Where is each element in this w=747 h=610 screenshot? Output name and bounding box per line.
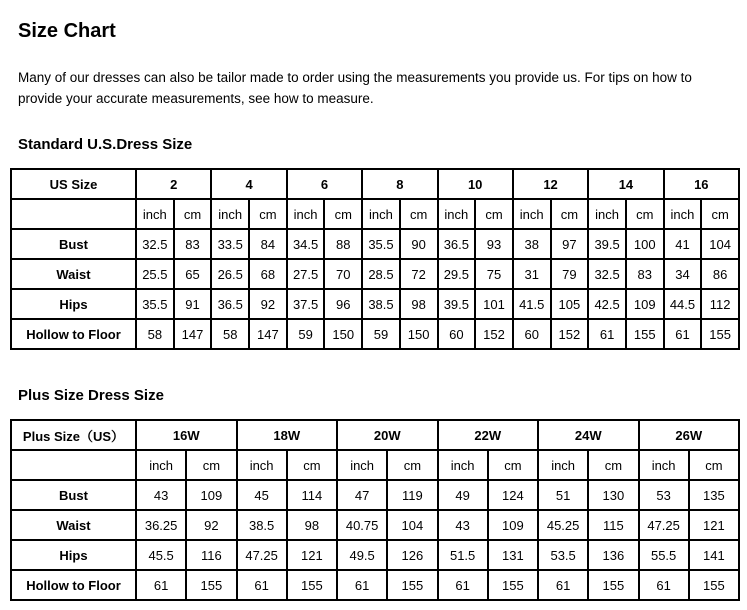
measurement-row-label: Hips	[11, 540, 136, 570]
measurement-value-cell: 104	[701, 229, 739, 259]
measurement-value-cell: 59	[287, 319, 325, 349]
measurement-value-cell: 61	[664, 319, 702, 349]
measurement-value-cell: 92	[249, 289, 287, 319]
unit-header: cm	[689, 450, 739, 480]
measurement-value-cell: 60	[438, 319, 476, 349]
measurement-value-cell: 34.5	[287, 229, 325, 259]
measurement-value-cell: 131	[488, 540, 538, 570]
measurement-row-label: Bust	[11, 229, 136, 259]
unit-header: cm	[387, 450, 437, 480]
measurement-row-label: Bust	[11, 480, 136, 510]
measurement-value-cell: 51	[538, 480, 588, 510]
measurement-value-cell: 45.5	[136, 540, 186, 570]
size-header: 24W	[538, 420, 639, 450]
measurement-value-cell: 53	[639, 480, 689, 510]
size-header: 4	[211, 169, 286, 199]
unit-header: inch	[362, 199, 400, 229]
unit-header: cm	[488, 450, 538, 480]
measurement-value-cell: 32.5	[136, 229, 174, 259]
measurement-value-cell: 65	[174, 259, 212, 289]
intro-text: Many of our dresses can also be tailor made to order using the measurements you provide us. For tips on how to provide your accurate measurements, see how to measure.	[18, 70, 692, 106]
plus-size-table	[10, 419, 740, 601]
unit-header: inch	[237, 450, 287, 480]
measurement-row-label: Hollow to Floor	[11, 570, 136, 600]
measurement-value-cell: 58	[136, 319, 174, 349]
measurement-value-cell: 115	[588, 510, 638, 540]
measurement-value-cell: 33.5	[211, 229, 249, 259]
unit-header: cm	[400, 199, 438, 229]
size-header: 16W	[136, 420, 237, 450]
unit-header: cm	[249, 199, 287, 229]
unit-row-spacer	[11, 199, 136, 229]
measurement-value-cell: 155	[588, 570, 638, 600]
measurement-value-cell: 147	[174, 319, 212, 349]
measurement-value-cell: 121	[287, 540, 337, 570]
measurement-value-cell: 45	[237, 480, 287, 510]
measurement-value-cell: 51.5	[438, 540, 488, 570]
measurement-value-cell: 75	[475, 259, 513, 289]
measurement-value-cell: 41.5	[513, 289, 551, 319]
unit-header: inch	[136, 199, 174, 229]
measurement-value-cell: 25.5	[136, 259, 174, 289]
unit-header: cm	[324, 199, 362, 229]
measurement-value-cell: 53.5	[538, 540, 588, 570]
measurement-value-cell: 124	[488, 480, 538, 510]
size-header: 8	[362, 169, 437, 199]
plus-size-table-grid	[10, 419, 740, 601]
measurement-value-cell: 59	[362, 319, 400, 349]
measurement-value-cell: 28.5	[362, 259, 400, 289]
measurement-value-cell: 38.5	[237, 510, 287, 540]
measurement-value-cell: 141	[689, 540, 739, 570]
measurement-value-cell: 55.5	[639, 540, 689, 570]
unit-header: cm	[626, 199, 664, 229]
measurement-value-cell: 47	[337, 480, 387, 510]
measurement-value-cell: 35.5	[362, 229, 400, 259]
measurement-value-cell: 29.5	[438, 259, 476, 289]
size-header: 6	[287, 169, 362, 199]
section-title-standard: Standard U.S.Dress Size	[18, 136, 193, 153]
unit-header: inch	[513, 199, 551, 229]
unit-header: cm	[551, 199, 589, 229]
size-header: 14	[588, 169, 663, 199]
measurement-value-cell: 90	[400, 229, 438, 259]
corner-label: US Size	[11, 169, 136, 199]
standard-size-table-grid	[10, 168, 740, 350]
measurement-value-cell: 109	[186, 480, 236, 510]
measurement-value-cell: 70	[324, 259, 362, 289]
measurement-value-cell: 38	[513, 229, 551, 259]
measurement-row-label: Hollow to Floor	[11, 319, 136, 349]
measurement-value-cell: 40.75	[337, 510, 387, 540]
measurement-value-cell: 112	[701, 289, 739, 319]
measurement-value-cell: 26.5	[211, 259, 249, 289]
measurement-value-cell: 155	[287, 570, 337, 600]
measurement-value-cell: 36.5	[211, 289, 249, 319]
size-header: 12	[513, 169, 588, 199]
measurement-value-cell: 44.5	[664, 289, 702, 319]
measurement-row-label: Hips	[11, 289, 136, 319]
measurement-value-cell: 152	[551, 319, 589, 349]
unit-header: inch	[136, 450, 186, 480]
measurement-value-cell: 72	[400, 259, 438, 289]
measurement-value-cell: 93	[475, 229, 513, 259]
unit-header: inch	[211, 199, 249, 229]
measurement-row-label: Waist	[11, 510, 136, 540]
unit-header: inch	[538, 450, 588, 480]
measurement-value-cell: 104	[387, 510, 437, 540]
measurement-value-cell: 41	[664, 229, 702, 259]
measurement-value-cell: 83	[174, 229, 212, 259]
measurement-value-cell: 116	[186, 540, 236, 570]
measurement-value-cell: 45.25	[538, 510, 588, 540]
measurement-value-cell: 126	[387, 540, 437, 570]
measurement-value-cell: 100	[626, 229, 664, 259]
measurement-value-cell: 83	[626, 259, 664, 289]
unit-header: cm	[174, 199, 212, 229]
measurement-value-cell: 36.5	[438, 229, 476, 259]
measurement-value-cell: 155	[488, 570, 538, 600]
measurement-value-cell: 101	[475, 289, 513, 319]
unit-header: cm	[186, 450, 236, 480]
measurement-value-cell: 114	[287, 480, 337, 510]
measurement-value-cell: 152	[475, 319, 513, 349]
measurement-value-cell: 96	[324, 289, 362, 319]
measurement-value-cell: 86	[701, 259, 739, 289]
unit-header: inch	[664, 199, 702, 229]
measurement-value-cell: 150	[324, 319, 362, 349]
size-header: 22W	[438, 420, 539, 450]
measurement-value-cell: 155	[701, 319, 739, 349]
measurement-row-label: Waist	[11, 259, 136, 289]
measurement-value-cell: 39.5	[438, 289, 476, 319]
size-header: 18W	[237, 420, 338, 450]
size-header: 20W	[337, 420, 438, 450]
measurement-value-cell: 97	[551, 229, 589, 259]
measurement-value-cell: 61	[438, 570, 488, 600]
page-title: Size Chart	[18, 20, 116, 42]
size-header: 16	[664, 169, 739, 199]
measurement-value-cell: 38.5	[362, 289, 400, 319]
unit-header: inch	[639, 450, 689, 480]
measurement-value-cell: 35.5	[136, 289, 174, 319]
measurement-value-cell: 155	[626, 319, 664, 349]
measurement-value-cell: 150	[400, 319, 438, 349]
measurement-value-cell: 155	[387, 570, 437, 600]
measurement-value-cell: 27.5	[287, 259, 325, 289]
measurement-value-cell: 31	[513, 259, 551, 289]
measurement-value-cell: 42.5	[588, 289, 626, 319]
measurement-value-cell: 49	[438, 480, 488, 510]
measurement-value-cell: 135	[689, 480, 739, 510]
unit-header: cm	[475, 199, 513, 229]
unit-header: cm	[287, 450, 337, 480]
measurement-value-cell: 32.5	[588, 259, 626, 289]
unit-header: inch	[438, 450, 488, 480]
measurement-value-cell: 92	[186, 510, 236, 540]
measurement-value-cell: 47.25	[237, 540, 287, 570]
size-header: 2	[136, 169, 211, 199]
measurement-value-cell: 84	[249, 229, 287, 259]
unit-header: inch	[588, 199, 626, 229]
measurement-value-cell: 121	[689, 510, 739, 540]
section-title-plus: Plus Size Dress Size	[18, 387, 164, 404]
measurement-value-cell: 91	[174, 289, 212, 319]
measurement-value-cell: 61	[237, 570, 287, 600]
measurement-value-cell: 109	[488, 510, 538, 540]
measurement-value-cell: 79	[551, 259, 589, 289]
measurement-value-cell: 61	[136, 570, 186, 600]
measurement-value-cell: 61	[538, 570, 588, 600]
standard-size-table	[10, 168, 740, 350]
corner-label: Plus Size（US）	[11, 420, 136, 450]
measurement-value-cell: 88	[324, 229, 362, 259]
unit-header: cm	[701, 199, 739, 229]
measurement-value-cell: 61	[639, 570, 689, 600]
measurement-value-cell: 155	[186, 570, 236, 600]
measurement-value-cell: 98	[287, 510, 337, 540]
measurement-value-cell: 43	[136, 480, 186, 510]
measurement-value-cell: 43	[438, 510, 488, 540]
measurement-value-cell: 60	[513, 319, 551, 349]
measurement-value-cell: 61	[588, 319, 626, 349]
unit-header: cm	[588, 450, 638, 480]
measurement-value-cell: 119	[387, 480, 437, 510]
measurement-value-cell: 155	[689, 570, 739, 600]
measurement-value-cell: 68	[249, 259, 287, 289]
unit-header: inch	[287, 199, 325, 229]
measurement-value-cell: 98	[400, 289, 438, 319]
measurement-value-cell: 49.5	[337, 540, 387, 570]
measurement-value-cell: 47.25	[639, 510, 689, 540]
measurement-value-cell: 34	[664, 259, 702, 289]
measurement-value-cell: 130	[588, 480, 638, 510]
unit-header: inch	[337, 450, 387, 480]
measurement-value-cell: 109	[626, 289, 664, 319]
measurement-value-cell: 36.25	[136, 510, 186, 540]
size-header: 10	[438, 169, 513, 199]
measurement-value-cell: 147	[249, 319, 287, 349]
size-header: 26W	[639, 420, 740, 450]
measurement-value-cell: 105	[551, 289, 589, 319]
measurement-value-cell: 39.5	[588, 229, 626, 259]
unit-row-spacer	[11, 450, 136, 480]
measurement-value-cell: 58	[211, 319, 249, 349]
unit-header: inch	[438, 199, 476, 229]
measurement-value-cell: 37.5	[287, 289, 325, 319]
measurement-value-cell: 136	[588, 540, 638, 570]
measurement-value-cell: 61	[337, 570, 387, 600]
